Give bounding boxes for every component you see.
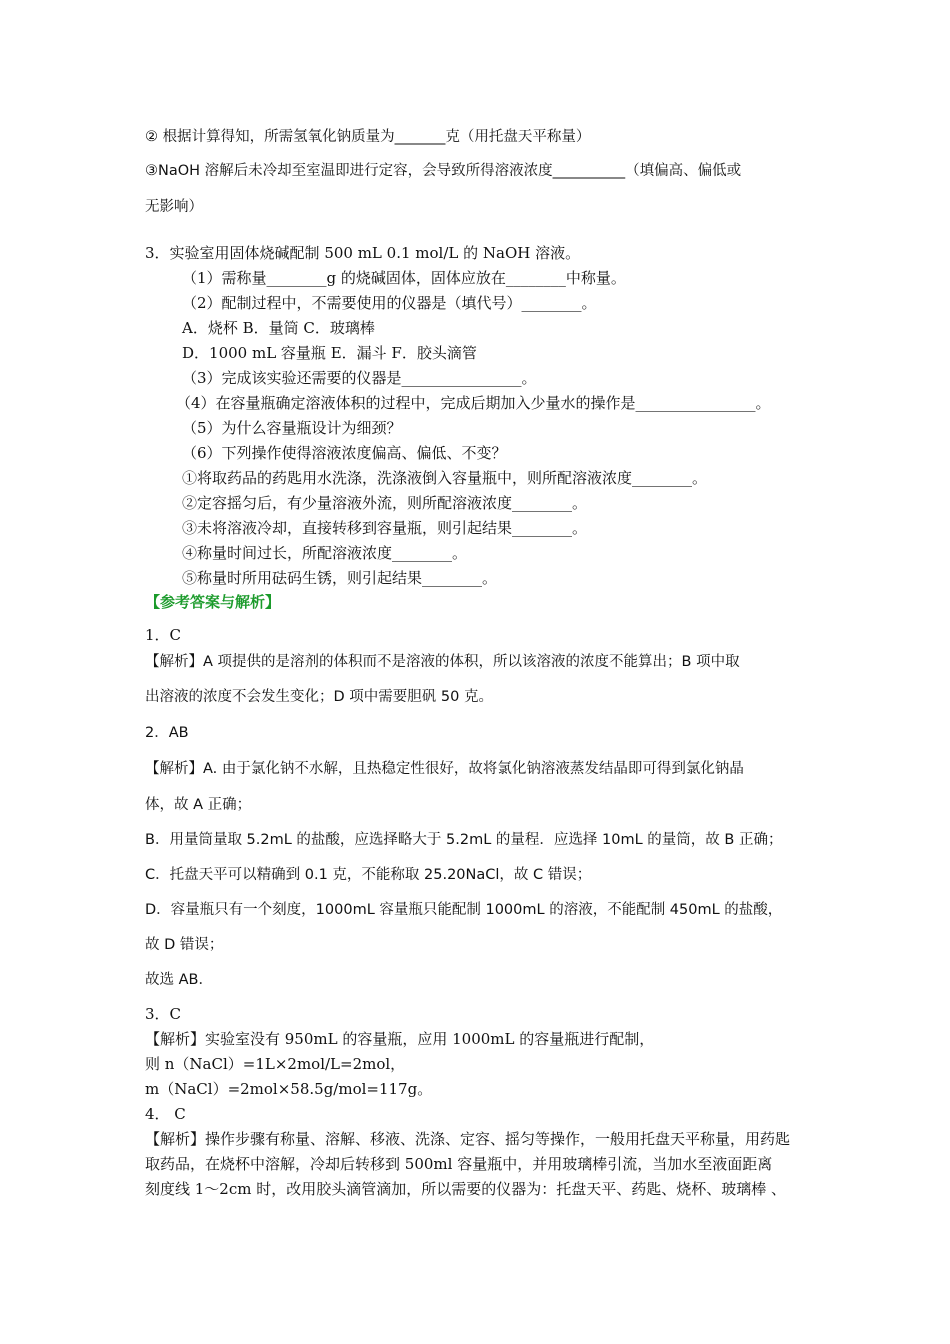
q3-options-row1: A．烧杯 B．量筒 C．玻璃棒 <box>182 319 375 337</box>
q3-part6-item5: ⑤称量时所用砝码生锈，则引起结果________。 <box>182 569 498 587</box>
answer-3-explanation: 【解析】实验室没有 950mL 的容量瓶，应用 1000mL 的容量瓶进行配制， <box>145 1030 655 1048</box>
q3-part3: （3）完成该实验还需要的仪器是________________。 <box>182 369 537 387</box>
q3-part1: （1）需称量________g 的烧碱固体，固体应放在________中称量。 <box>182 269 626 287</box>
q2-step3-line-cont: 无影响） <box>145 199 203 215</box>
q3-part6-item4: ④称量时间过长，所配溶液浓度________。 <box>182 544 468 562</box>
answer-1: 1．C <box>145 626 182 644</box>
question-3-stem: 3．实验室用固体烧碱配制 500 mL 0.1 mol/L 的 NaOH 溶液。 <box>145 244 581 262</box>
answers-heading: 【参考答案与解析】 <box>145 593 281 611</box>
q2-step3-line: ③NaOH 溶解后未冷却至室温即进行定容，会导致所得溶液浓度__________（填偏高、偏低或 <box>145 163 742 179</box>
q3-part6-item2: ②定容摇匀后，有少量溶液外流，则所配溶液浓度________。 <box>182 494 588 512</box>
answer-3: 3．C <box>145 1005 182 1023</box>
answer-2-explanation-c: C．托盘天平可以精确到 0.1 克，不能称取 25.20NaCl，故 C 错误； <box>145 867 592 883</box>
answer-2-explanation-d-cont: 故 D 错误； <box>145 937 224 953</box>
q2-step2-line: ② 根据计算得知，所需氢氧化钠质量为_______克（用托盘天平称量） <box>145 129 591 145</box>
answer-2-explanation-a-cont: 体，故 A 正确； <box>145 797 252 813</box>
q3-part6-item1: ①将取药品的药匙用水洗涤，洗涤液倒入容量瓶中，则所配溶液浓度________。 <box>182 469 708 487</box>
answer-4-explanation-cont-1: 取药品，在烧杯中溶解，冷却后转移到 500ml 容量瓶中，并用玻璃棒引流，当加水至液面距离 <box>145 1155 773 1173</box>
answer-2-explanation-a: 【解析】A. 由于氯化钠不水解，且热稳定性很好，故将氯化钠溶液蒸发结晶即可得到氯化钠晶 <box>145 761 744 777</box>
q3-part5: （5）为什么容量瓶设计为细颈？ <box>182 419 402 437</box>
answer-1-explanation: 【解析】A 项提供的是溶剂的体积而不是溶液的体积，所以该溶液的浓度不能算出；B 项中取 <box>145 654 740 670</box>
answer-2: 2．AB <box>145 725 189 741</box>
answer-2-conclusion: 故选 AB． <box>145 972 213 988</box>
q3-options-row2: D．1000 mL 容量瓶 E．漏斗 F．胶头滴管 <box>182 344 477 362</box>
answer-2-explanation-d: D．容量瓶只有一个刻度，1000mL 容量瓶只能配制 1000mL 的溶液，不能配制 450mL 的盐酸， <box>145 902 783 918</box>
answer-4-explanation-cont-2: 刻度线 1～2cm 时，改用胶头滴管滴加，所以需要的仪器为：托盘天平、药匙、烧杯、玻璃棒 、 <box>145 1180 787 1198</box>
q3-part4: （4）在容量瓶确定溶液体积的过程中，完成后期加入少量水的操作是________________。 <box>176 394 771 412</box>
answer-1-explanation-cont: 出溶液的浓度不会发生变化；D 项中需要胆矾 50 克。 <box>145 689 493 705</box>
q3-part2: （2）配制过程中，不需要使用的仪器是（填代号）________。 <box>182 294 597 312</box>
answer-4: 4． C <box>145 1105 186 1123</box>
answer-2-explanation-b: B．用量筒量取 5.2mL 的盐酸，应选择略大于 5.2mL 的量程．应选择 10mL 的量筒，故 B 正确； <box>145 832 783 848</box>
answer-3-calc-2: m（NaCl）=2mol×58.5g/mol=117g。 <box>145 1080 433 1098</box>
answer-3-calc-1: 则 n（NaCl）=1L×2mol/L=2mol， <box>145 1055 406 1073</box>
answer-4-explanation: 【解析】操作步骤有称量、溶解、移液、洗涤、定容、摇匀等操作，一般用托盘天平称量，用药匙 <box>145 1130 791 1148</box>
q3-part6-item3: ③未将溶液冷却，直接转移到容量瓶，则引起结果________。 <box>182 519 588 537</box>
q3-part6: （6）下列操作使得溶液浓度偏高、偏低、不变？ <box>182 444 507 462</box>
